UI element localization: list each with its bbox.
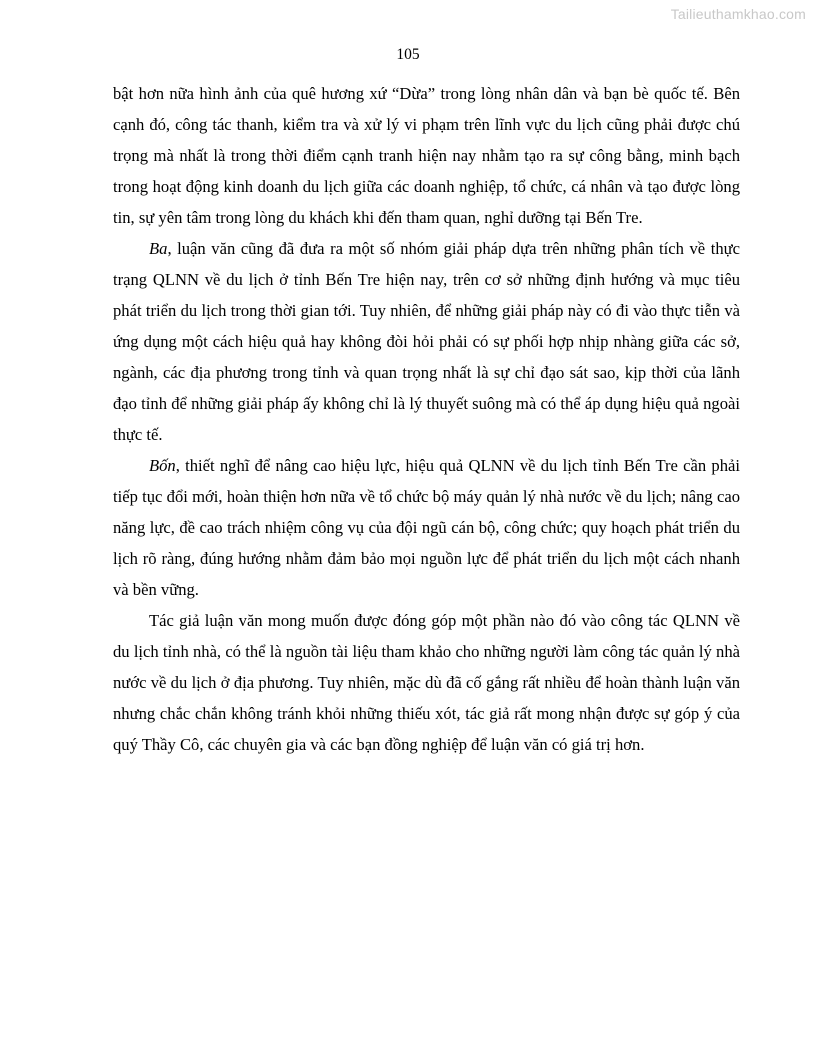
document-body	[113, 78, 740, 760]
paragraph-lead: Bốn	[149, 456, 176, 475]
watermark: Tailieuthamkhao.com	[670, 6, 806, 22]
paragraph-closing	[113, 605, 740, 760]
paragraph-text: bật hơn nữa hình ảnh của quê hương xứ “Dừa” trong lòng nhân dân và bạn bè quốc tế. Bên cạnh đó, công tác thanh, kiểm tra và xử lý vi phạm trên lĩnh vực du lịch cũng phải được chú trọng mà nhất là trong thời điểm cạnh tranh hiện nay nhằm tạo ra sự công bằng, minh bạch trong hoạt động kinh doanh du lịch giữa các doanh nghiệp, tổ chức, cá nhân và tạo được lòng tin, sự yên tâm trong lòng du khách khi đến tham quan, nghỉ dưỡng tại Bến Tre.	[113, 84, 740, 227]
page-number: 105	[396, 46, 420, 63]
paragraph-text: , thiết nghĩ để nâng cao hiệu lực, hiệu quả QLNN về du lịch tỉnh Bến Tre cần phải tiếp tục đổi mới, hoàn thiện hơn nữa về tổ chức bộ máy quản lý nhà nước về du lịch; nâng cao năng lực, đề cao trách nhiệm công vụ của đội ngũ cán bộ, công chức; quy hoạch phát triển du lịch rõ ràng, đúng hướng nhằm đảm bảo mọi nguồn lực để phát triển du lịch một cách nhanh và bền vững.	[113, 456, 740, 599]
paragraph-lead: Ba	[149, 239, 168, 258]
paragraph-ba	[113, 233, 740, 450]
paragraph-text: , luận văn cũng đã đưa ra một số nhóm giải pháp dựa trên những phân tích về thực trạng QLNN về du lịch ở tỉnh Bến Tre hiện nay, trên cơ sở những định hướng và mục tiêu phát triển du lịch trong thời gian tới. Tuy nhiên, để những giải pháp này có đi vào thực tiễn và ứng dụng một cách hiệu quả hay không đòi hỏi phải có sự phối hợp nhịp nhàng giữa các sở, ngành, các địa phương trong tỉnh và quan trọng nhất là sự chỉ đạo sát sao, kịp thời của lãnh đạo tỉnh để những giải pháp ấy không chỉ là lý thuyết suông mà có thể áp dụng hiệu quả ngoài thực tế.	[113, 239, 740, 444]
paragraph-bon	[113, 450, 740, 605]
paragraph-text: Tác giả luận văn mong muốn được đóng góp một phần nào đó vào công tác QLNN về du lịch tỉnh nhà, có thể là nguồn tài liệu tham khảo cho những người làm công tác quản lý nhà nước về du lịch ở địa phương. Tuy nhiên, mặc dù đã cố gắng rất nhiều để hoàn thành luận văn nhưng chắc chắn không tránh khỏi những thiếu xót, tác giả rất mong nhận được sự góp ý của quý Thầy Cô, các chuyên gia và các bạn đồng nghiệp để luận văn có giá trị hơn.	[113, 611, 740, 754]
paragraph-continuation	[113, 78, 740, 233]
